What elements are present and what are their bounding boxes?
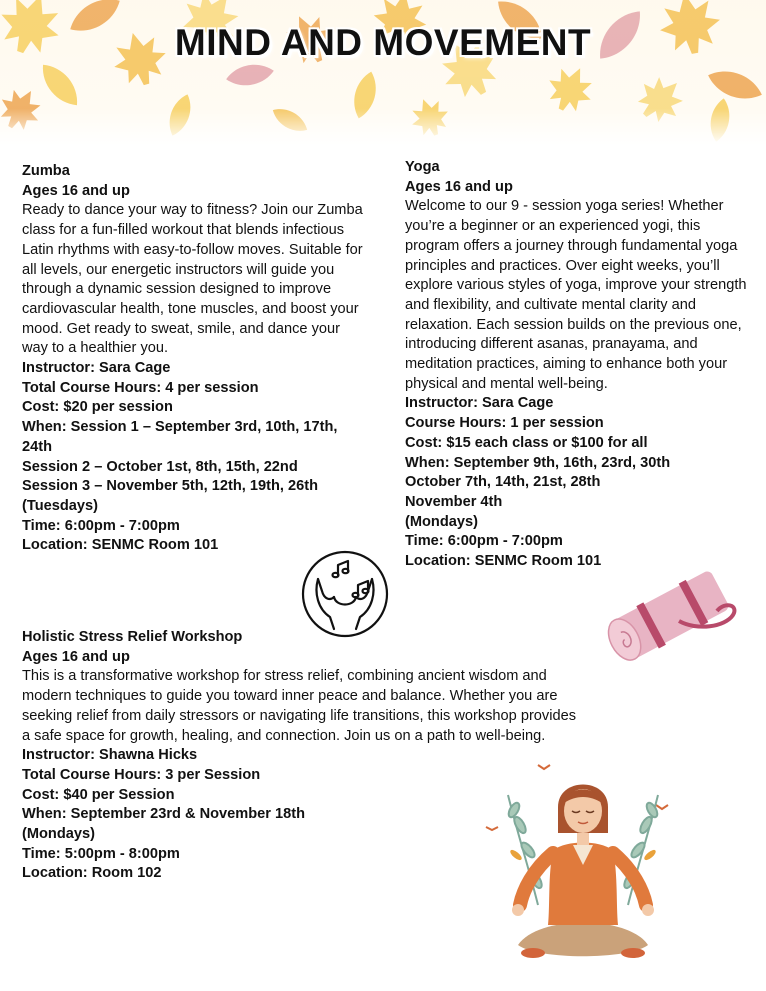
meditating-woman-illustration — [478, 755, 688, 975]
holistic-time: Time: 5:00pm - 8:00pm — [22, 845, 180, 862]
holistic-name: Holistic Stress Relief Workshop — [22, 629, 243, 645]
yoga-cost: Cost: $15 each class or $100 for all — [405, 434, 648, 451]
yoga-section — [405, 158, 750, 572]
zumba-instructor: Instructor: Sara Cage — [22, 360, 171, 377]
yoga-location: Location: SENMC Room 101 — [405, 553, 602, 570]
zumba-cost: Cost: $20 per session — [22, 399, 173, 416]
yoga-ages: Ages 16 and up — [405, 178, 513, 195]
yoga-instructor: Instructor: Sara Cage — [405, 395, 554, 412]
yoga-time: Time: 6:00pm - 7:00pm — [405, 533, 563, 550]
holistic-days: (Mondays) — [22, 826, 95, 843]
zumba-name: Zumba — [22, 163, 70, 179]
yoga-when-3: November 4th — [405, 493, 503, 510]
holistic-when: When: September 23rd & November 18th — [22, 806, 306, 823]
zumba-when-1: When: Session 1 – September 3rd, 10th, 17th, 24th — [22, 419, 338, 455]
zumba-days: (Tuesdays) — [22, 497, 98, 514]
holistic-hours: Total Course Hours: 3 per Session — [22, 766, 261, 783]
zumba-when-2: Session 2 – October 1st, 8th, 15th, 22nd — [22, 458, 298, 475]
zumba-when-3: Session 3 – November 5th, 12th, 19th, 26th — [22, 478, 319, 495]
yoga-description: Welcome to our 9 - session yoga series! Whether you’re a beginner or an experienced yogi, this program offers a journey through fundamental yoga principles and practices. Over eight weeks, you’ll explore various styles of yoga, improve your strength and flexibility, and cultivate mental clarity and relaxation. Each session builds on the previous one, introducing different asanas, pranayama, and meditation practices, aiming to enhance both your physical and mental well-being. — [405, 198, 747, 392]
zumba-location: Location: SENMC Room 101 — [22, 537, 219, 554]
yoga-when-1: When: September 9th, 16th, 23rd, 30th — [405, 454, 671, 471]
yoga-when-2: October 7th, 14th, 21st, 28th — [405, 474, 601, 491]
zumba-section — [22, 162, 367, 556]
yoga-name: Yoga — [405, 159, 440, 175]
holistic-location: Location: Room 102 — [22, 865, 162, 882]
zumba-ages: Ages 16 and up — [22, 182, 130, 199]
yoga-mat-illustration — [597, 561, 742, 678]
page-title: MIND AND MOVEMENT — [174, 22, 592, 63]
holistic-ages: Ages 16 and up — [22, 648, 130, 665]
holistic-cost: Cost: $40 per Session — [22, 786, 175, 803]
zumba-time: Time: 6:00pm - 7:00pm — [22, 517, 180, 534]
holistic-description: This is a transformative workshop for stress relief, combining ancient wisdom and modern techniques to guide you toward inner peace and balance. Whether you are seeking relief from daily stressors or navigating life transitions, this workshop provides a safe space for growth, healing, and connection. Join us on a path to well-being. — [22, 668, 576, 744]
zumba-description: Ready to dance your way to fitness? Join our Zumba class for a fun-filled workout that blends infectious Latin rhythms with easy-to-follow moves. Suitable for all levels, our energetic instructors will guide you through a dynamic session designed to improve cardiovascular health, tone muscles, and boost your mood. Get ready to sweat, smile, and dance your way to a healthier you. — [22, 202, 363, 357]
yoga-days: (Mondays) — [405, 513, 478, 530]
yoga-hours: Course Hours: 1 per session — [405, 415, 604, 432]
holistic-instructor: Instructor: Shawna Hicks — [22, 747, 198, 764]
zumba-hours: Total Course Hours: 4 per session — [22, 379, 259, 396]
